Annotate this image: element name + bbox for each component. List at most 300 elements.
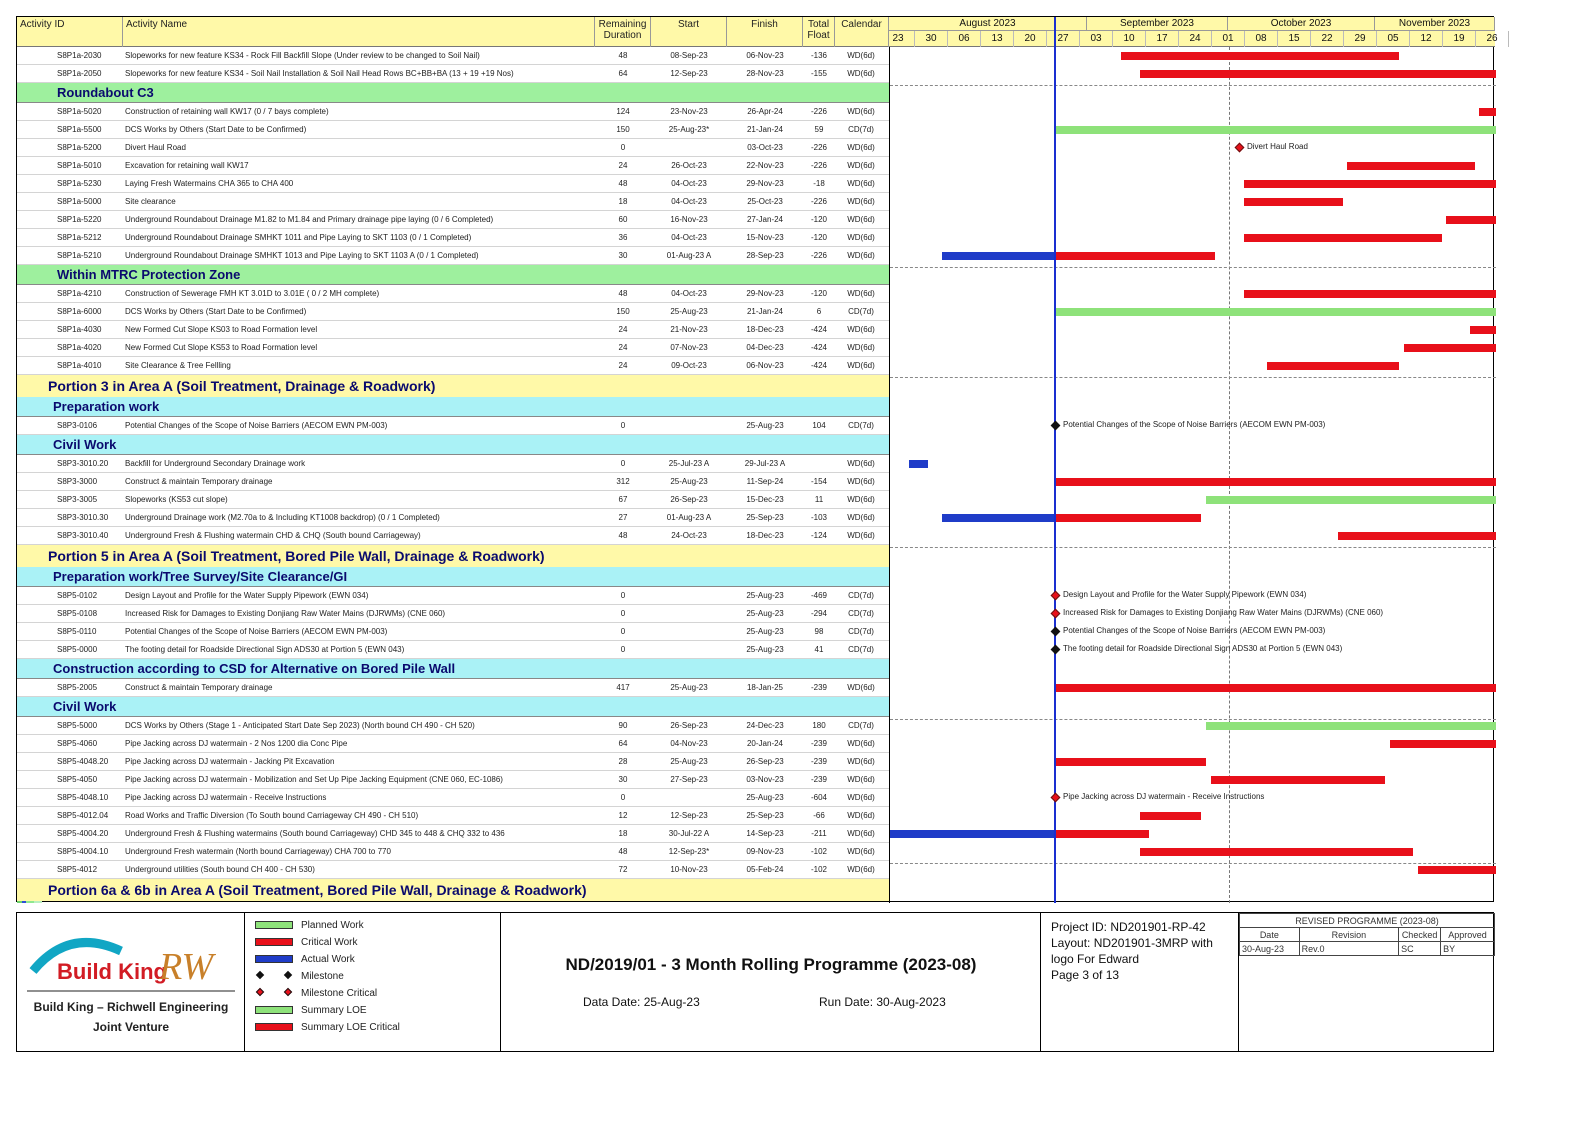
total-float: -226 <box>810 143 827 152</box>
remaining-duration: 28 <box>618 757 628 766</box>
activity-row[interactable] <box>17 139 889 157</box>
activity-row[interactable] <box>17 193 889 211</box>
wbs-group-row[interactable]: Construction according to CSD for Alternative on Bored Pile Wall <box>17 659 889 679</box>
remaining-duration: 30 <box>618 251 628 260</box>
group-separator <box>890 377 1496 378</box>
activity-name: Construction of retaining wall KW17 (0 / 7 bays complete) <box>125 107 329 116</box>
calendar: CD(7d) <box>848 627 874 636</box>
total-float: -424 <box>810 343 827 352</box>
activity-row[interactable] <box>17 843 889 861</box>
start-date: 25-Aug-23 <box>670 757 708 766</box>
critical-bar[interactable] <box>1055 830 1149 838</box>
wbs-group-row[interactable]: Within MTRC Protection Zone <box>17 265 889 285</box>
programme-title: ND/2019/01 - 3 Month Rolling Programme (2023-08) <box>565 955 977 974</box>
critical-bar[interactable] <box>1140 812 1201 820</box>
activity-id: S8P1a-4020 <box>57 343 102 352</box>
critical-bar[interactable] <box>1055 758 1206 766</box>
total-float: -155 <box>810 69 827 78</box>
activity-id: S8P3-3010.30 <box>57 513 109 522</box>
activity-name: Pipe Jacking across DJ watermain - Jacking Pit Excavation <box>125 757 335 766</box>
logo-line2: Joint Venture <box>92 1020 170 1034</box>
activity-id: S8P1a-5200 <box>57 143 102 152</box>
activity-table <box>17 47 889 903</box>
critical-bar[interactable] <box>1470 326 1496 334</box>
start-date: 26-Oct-23 <box>671 161 707 170</box>
calendar: CD(7d) <box>848 645 874 654</box>
start-date: 10-Nov-23 <box>670 865 708 874</box>
project-id: Project ID: ND201901-RP-42 <box>1051 920 1206 934</box>
wbs-group-row[interactable]: Civil Work <box>17 697 889 717</box>
week-tick: 26 <box>1476 31 1509 47</box>
wbs-group-row[interactable]: Preparation work <box>17 397 889 417</box>
activity-id: S8P3-3005 <box>57 495 98 504</box>
activity-row[interactable] <box>17 103 889 121</box>
activity-row[interactable] <box>17 285 889 303</box>
activity-row[interactable] <box>17 509 889 527</box>
calendar: WD(6d) <box>847 51 875 60</box>
calendar: WD(6d) <box>847 531 875 540</box>
wbs-group-row[interactable]: Roundabout C3 <box>17 83 889 103</box>
activity-row[interactable] <box>17 321 889 339</box>
actual-bar[interactable] <box>942 514 1055 522</box>
remaining-duration: 18 <box>618 829 628 838</box>
week-tick: 23 <box>882 31 915 47</box>
month-divider <box>1229 47 1230 903</box>
remaining-duration: 24 <box>618 343 628 352</box>
activity-row[interactable] <box>17 679 889 697</box>
start-date: 12-Sep-23 <box>670 69 708 78</box>
finish-date: 26-Apr-24 <box>747 107 783 116</box>
activity-id: S8P1a-4030 <box>57 325 102 334</box>
planned-bar[interactable] <box>1206 496 1496 504</box>
rev-approved: BY <box>1441 942 1495 956</box>
activity-name: DCS Works by Others (Start Date to be Confirmed) <box>125 125 307 134</box>
total-float: -120 <box>810 233 827 242</box>
calendar: WD(6d) <box>847 829 875 838</box>
start-date: 26-Sep-23 <box>670 495 708 504</box>
activity-id: S8P5-0108 <box>57 609 98 618</box>
week-tick: 06 <box>948 31 981 47</box>
activity-name: Construction of Sewerage FMH KT 3.01D to 3.01E ( 0 / 2 MH complete) <box>125 289 380 298</box>
calendar: WD(6d) <box>847 477 875 486</box>
legend-planned: Planned Work <box>255 919 364 933</box>
activity-id: S8P5-5000 <box>57 721 98 730</box>
activity-id: S8P1a-6000 <box>57 307 102 316</box>
critical-bar[interactable] <box>1418 866 1496 874</box>
remaining-duration: 0 <box>620 459 626 468</box>
logo-build-king: Build King <box>57 959 167 984</box>
legend-actual: Actual Work <box>255 953 355 967</box>
legend-swatch <box>255 1023 293 1031</box>
milestone-label: Increased Risk for Damages to Existing Donjiang Raw Water Mains (DJRWMs) (CNE 060) <box>1063 608 1384 617</box>
start-date: 23-Nov-23 <box>670 107 708 116</box>
total-float: 41 <box>814 645 824 654</box>
calendar: WD(6d) <box>847 251 875 260</box>
activity-row[interactable] <box>17 717 889 735</box>
total-float: 59 <box>814 125 824 134</box>
milestone-critical-icon <box>255 989 293 997</box>
legend-milestone: Milestone <box>255 970 344 984</box>
finish-date: 27-Jan-24 <box>746 215 784 224</box>
remaining-duration: 0 <box>620 143 626 152</box>
activity-row[interactable] <box>17 753 889 771</box>
activity-name: Underground Drainage work (M2.70a to & Including KT1008 backdrop) (0 / 1 Completed) <box>125 513 440 522</box>
company-logo <box>17 913 245 1051</box>
activity-row[interactable] <box>17 491 889 509</box>
calendar: WD(6d) <box>847 361 875 370</box>
month-header: August 2023 <box>889 17 1087 31</box>
activity-name: Underground Fresh & Flushing watermains (South bound Carriageway) CHD 345 to 448 & CHQ 332 to 436 <box>125 829 505 838</box>
activity-id: S8P1a-5020 <box>57 107 102 116</box>
calendar: WD(6d) <box>847 513 875 522</box>
critical-bar[interactable] <box>1267 362 1399 370</box>
activity-id: S8P1a-4010 <box>57 361 102 370</box>
milestone-label: Pipe Jacking across DJ watermain - Receive Instructions <box>1063 792 1265 801</box>
week-tick: 22 <box>1311 31 1344 47</box>
finish-date: 29-Nov-23 <box>746 179 784 188</box>
wbs-group-row[interactable]: Civil Work <box>17 435 889 455</box>
critical-bar[interactable] <box>1446 216 1496 224</box>
start-date: 04-Oct-23 <box>671 179 707 188</box>
activity-row[interactable] <box>17 455 889 473</box>
activity-row[interactable] <box>17 121 889 139</box>
critical-bar[interactable] <box>1479 108 1496 116</box>
timescale-header <box>889 17 1498 47</box>
total-float: 180 <box>812 721 826 730</box>
rev-col-approved: Approved <box>1441 928 1495 942</box>
critical-bar[interactable] <box>1140 70 1496 78</box>
planned-bar[interactable] <box>1055 126 1496 134</box>
activity-id: S8P1a-5500 <box>57 125 102 134</box>
actual-bar[interactable] <box>890 830 1055 838</box>
total-float: 104 <box>812 421 826 430</box>
activity-name: Road Works and Traffic Diversion (To South bound Carriageway CH 490 - CH 510) <box>125 811 419 820</box>
critical-bar[interactable] <box>1244 234 1442 242</box>
logo-panel <box>17 913 245 1051</box>
activity-row[interactable] <box>17 417 889 435</box>
activity-id: S8P5-0000 <box>57 645 98 654</box>
week-tick: 08 <box>1245 31 1278 47</box>
start-date: 04-Oct-23 <box>671 197 707 206</box>
legend-swatch <box>255 1006 293 1014</box>
milestone-critical-icon[interactable] <box>1051 591 1061 601</box>
start-date: 26-Sep-23 <box>670 721 708 730</box>
remaining-duration: 48 <box>618 51 628 60</box>
remaining-duration: 124 <box>616 107 630 116</box>
activity-row[interactable] <box>17 789 889 807</box>
total-float: -239 <box>810 775 827 784</box>
finish-date: 21-Jan-24 <box>746 307 784 316</box>
group-separator <box>890 719 1496 720</box>
activity-row[interactable] <box>17 247 889 265</box>
critical-bar[interactable] <box>1347 162 1475 170</box>
calendar: WD(6d) <box>847 739 875 748</box>
finish-date: 25-Sep-23 <box>746 513 784 522</box>
total-float: -239 <box>810 757 827 766</box>
total-float: -226 <box>810 251 827 260</box>
activity-name: Pipe Jacking across DJ watermain - Receive Instructions <box>125 793 327 802</box>
title-panel <box>501 913 1041 1051</box>
start-date: 04-Oct-23 <box>671 289 707 298</box>
milestone-label: Divert Haul Road <box>1247 142 1308 151</box>
activity-name: Underground Fresh watermain (North bound Carriageway) CHA 700 to 770 <box>125 847 391 856</box>
start-date: 04-Oct-23 <box>671 233 707 242</box>
finish-date: 29-Jul-23 A <box>744 459 786 468</box>
activity-row[interactable] <box>17 339 889 357</box>
activity-row[interactable] <box>17 771 889 789</box>
activity-id: S8P1a-5000 <box>57 197 102 206</box>
finish-date: 18-Dec-23 <box>746 325 784 334</box>
legend-summary-loe-critical: Summary LOE Critical <box>255 1021 400 1035</box>
calendar: WD(6d) <box>847 215 875 224</box>
activity-row[interactable] <box>17 157 889 175</box>
critical-bar[interactable] <box>1338 532 1496 540</box>
calendar: WD(6d) <box>847 775 875 784</box>
total-float: 11 <box>814 495 824 504</box>
activity-row[interactable] <box>17 587 889 605</box>
calendar: WD(6d) <box>847 179 875 188</box>
activity-id: S8P5-4060 <box>57 739 98 748</box>
calendar: WD(6d) <box>847 197 875 206</box>
start-date: 25-Jul-23 A <box>668 459 710 468</box>
calendar: WD(6d) <box>847 683 875 692</box>
finish-date: 25-Aug-23 <box>746 421 784 430</box>
remaining-duration: 24 <box>618 325 628 334</box>
data-date-line <box>1054 17 1056 903</box>
activity-row[interactable] <box>17 65 889 83</box>
milestone-label: The footing detail for Roadside Directional Sign ADS30 at Portion 5 (EWN 043) <box>1063 644 1343 653</box>
activity-name: DCS Works by Others (Stage 1 - Anticipated Start Date Sep 2023) (North bound CH 490 - CH 520) <box>125 721 475 730</box>
activity-row[interactable] <box>17 641 889 659</box>
total-float: -136 <box>810 51 827 60</box>
finish-date: 11-Sep-24 <box>746 477 784 486</box>
activity-id: S8P3-0106 <box>57 421 98 430</box>
critical-bar[interactable] <box>1244 198 1343 206</box>
wbs-group-row[interactable]: Preparation work/Tree Survey/Site Clearance/GI <box>17 567 889 587</box>
col-calendar[interactable]: Calendar <box>835 17 889 47</box>
critical-bar[interactable] <box>1244 180 1496 188</box>
rev-revision: Rev.0 <box>1299 942 1398 956</box>
activity-row[interactable] <box>17 473 889 491</box>
milestone-icon[interactable] <box>1051 627 1061 637</box>
total-float: -124 <box>810 531 827 540</box>
col-activity-id[interactable]: Activity ID <box>17 17 123 47</box>
start-date <box>651 139 727 157</box>
total-float: -120 <box>810 215 827 224</box>
activity-row[interactable] <box>17 47 889 65</box>
activity-row[interactable] <box>17 623 889 641</box>
month-header: November 2023 <box>1375 17 1495 31</box>
activity-name: Pipe Jacking across DJ watermain - 2 Nos 1200 dia Conc Pipe <box>125 739 348 748</box>
activity-id: S8P1a-5230 <box>57 179 102 188</box>
activity-name: Divert Haul Road <box>125 143 186 152</box>
start-date <box>651 605 727 623</box>
finish-date: 06-Nov-23 <box>746 361 784 370</box>
wbs-group-row[interactable]: Portion 6a & 6b in Area A (Soil Treatment, Bored Pile Wall, Drainage & Roadwork) <box>17 879 889 901</box>
milestone-icon <box>255 972 293 980</box>
calendar: WD(6d) <box>847 289 875 298</box>
finish-date: 18-Dec-23 <box>746 531 784 540</box>
activity-name: Site clearance <box>125 197 176 206</box>
activity-row[interactable] <box>17 211 889 229</box>
start-date <box>651 789 727 807</box>
calendar: WD(6d) <box>847 865 875 874</box>
finish-date: 28-Nov-23 <box>746 69 784 78</box>
activity-row[interactable] <box>17 605 889 623</box>
actual-bar[interactable] <box>909 460 928 468</box>
start-date: 01-Aug-23 A <box>666 513 712 522</box>
revision-table <box>1239 913 1495 956</box>
week-tick: 03 <box>1080 31 1113 47</box>
calendar: WD(6d) <box>847 143 875 152</box>
total-float: -211 <box>811 829 827 838</box>
start-date: 12-Sep-23* <box>668 847 710 856</box>
milestone-icon[interactable] <box>1051 421 1061 431</box>
activity-id: S8P1a-4210 <box>57 289 102 298</box>
remaining-duration: 48 <box>618 847 628 856</box>
critical-bar[interactable] <box>1211 776 1385 784</box>
remaining-duration: 150 <box>616 307 630 316</box>
critical-bar[interactable] <box>1390 740 1496 748</box>
layout-name: Layout: ND201901-3MRP with logo For Edward <box>1051 936 1213 966</box>
finish-date: 06-Nov-23 <box>746 51 784 60</box>
remaining-duration: 67 <box>618 495 628 504</box>
finish-date: 14-Sep-23 <box>746 829 784 838</box>
group-separator <box>890 85 1496 86</box>
activity-name: Underground Roundabout Drainage M1.82 to M1.84 and Primary drainage pipe laying (0 / 6 Completed) <box>125 215 494 224</box>
calendar: WD(6d) <box>847 343 875 352</box>
activity-name: Slopeworks for new feature KS34 - Soil Nail Installation & Soil Nail Head Rows BC+BB+BA (13 + 19 +19 Nos) <box>125 69 514 78</box>
actual-bar[interactable] <box>942 252 1055 260</box>
milestone-label: Design Layout and Profile for the Water Supply Pipework (EWN 034) <box>1063 590 1307 599</box>
planned-bar[interactable] <box>1055 308 1496 316</box>
planned-bar[interactable] <box>1206 722 1496 730</box>
activity-row[interactable] <box>17 175 889 193</box>
week-tick: 05 <box>1377 31 1410 47</box>
remaining-duration: 417 <box>616 683 630 692</box>
activity-id: S8P1a-2030 <box>57 51 102 60</box>
critical-bar[interactable] <box>1244 290 1496 298</box>
legend-milestone-critical: Milestone Critical <box>255 987 377 1001</box>
wbs-group-row[interactable]: Portion 3 in Area A (Soil Treatment, Drainage & Roadwork) <box>17 375 889 397</box>
legend-panel <box>245 913 501 1051</box>
activity-id: S8P5-4048.20 <box>57 757 109 766</box>
calendar: WD(6d) <box>847 757 875 766</box>
total-float: -604 <box>810 793 827 802</box>
col-remaining-duration[interactable]: Remaining Duration <box>595 17 651 47</box>
calendar: WD(6d) <box>847 107 875 116</box>
total-float: -226 <box>810 107 827 116</box>
remaining-duration: 36 <box>618 233 628 242</box>
critical-bar[interactable] <box>1121 52 1399 60</box>
activity-name: Underground utilities (South bound CH 400 - CH 530) <box>125 865 315 874</box>
activity-name: Underground Fresh & Flushing watermain CHD & CHQ (South bound Carriageway) <box>125 531 421 540</box>
calendar: CD(7d) <box>848 721 874 730</box>
critical-bar[interactable] <box>1055 684 1496 692</box>
wbs-group-row[interactable]: Portion 5 in Area A (Soil Treatment, Bored Pile Wall, Drainage & Roadwork) <box>17 545 889 567</box>
total-float: 6 <box>816 307 822 316</box>
calendar: CD(7d) <box>848 307 874 316</box>
start-date <box>651 641 727 659</box>
activity-name: The footing detail for Roadside Directional Sign ADS30 at Portion 5 (EWN 043) <box>125 645 405 654</box>
col-start[interactable]: Start <box>651 17 727 47</box>
logo-rw: RW <box>159 946 214 988</box>
total-float: -66 <box>813 811 825 820</box>
activity-name: Slopeworks for new feature KS34 - Rock Fill Backfill Slope (Under review to be changed to Soil Nail) <box>125 51 480 60</box>
critical-bar[interactable] <box>1055 478 1496 486</box>
total-float <box>803 455 835 473</box>
total-float: -424 <box>810 361 827 370</box>
critical-bar[interactable] <box>1140 848 1413 856</box>
milestone-label: Potential Changes of the Scope of Noise Barriers (AECOM EWN PM-003) <box>1063 420 1326 429</box>
activity-row[interactable] <box>17 527 889 545</box>
start-date <box>651 587 727 605</box>
activity-id: S8P5-0102 <box>57 591 98 600</box>
calendar: WD(6d) <box>847 459 875 468</box>
activity-id: S8P3-3010.20 <box>57 459 109 468</box>
week-tick: 15 <box>1278 31 1311 47</box>
activity-row[interactable] <box>17 807 889 825</box>
start-date: 12-Sep-23 <box>670 811 708 820</box>
start-date: 25-Aug-23* <box>668 125 710 134</box>
activity-name: Construct & maintain Temporary drainage <box>125 477 273 486</box>
milestone-icon[interactable] <box>1051 645 1061 655</box>
page-number: Page 3 of 13 <box>1051 968 1120 982</box>
activity-row[interactable] <box>17 357 889 375</box>
critical-bar[interactable] <box>1404 344 1496 352</box>
activity-row[interactable] <box>17 229 889 247</box>
milestone-critical-icon[interactable] <box>1235 143 1245 153</box>
activity-row[interactable] <box>17 735 889 753</box>
remaining-duration: 0 <box>620 421 626 430</box>
group-separator <box>890 267 1496 268</box>
remaining-duration: 24 <box>618 361 628 370</box>
calendar: WD(6d) <box>847 69 875 78</box>
activity-name: Potential Changes of the Scope of Noise Barriers (AECOM EWN PM-003) <box>125 627 388 636</box>
critical-bar[interactable] <box>1055 252 1215 260</box>
col-total-float[interactable]: Total Float <box>803 17 835 47</box>
week-tick: 17 <box>1146 31 1179 47</box>
total-float: -120 <box>810 289 827 298</box>
finish-date: 04-Dec-23 <box>746 343 784 352</box>
milestone-critical-icon[interactable] <box>1051 609 1061 619</box>
start-date <box>651 417 727 435</box>
col-activity-name[interactable]: Activity Name <box>123 17 595 47</box>
finish-date: 22-Nov-23 <box>746 161 784 170</box>
week-tick: 10 <box>1113 31 1146 47</box>
finish-date: 29-Nov-23 <box>746 289 784 298</box>
activity-name: Excavation for retaining wall KW17 <box>125 161 249 170</box>
activity-name: Slopeworks (KS53 cut slope) <box>125 495 228 504</box>
remaining-duration: 48 <box>618 289 628 298</box>
week-tick: 12 <box>1410 31 1443 47</box>
finish-date: 24-Dec-23 <box>746 721 784 730</box>
finish-date: 03-Oct-23 <box>747 143 783 152</box>
activity-id: S8P5-4050 <box>57 775 98 784</box>
activity-name: DCS Works by Others (Start Date to be Confirmed) <box>125 307 307 316</box>
activity-row[interactable] <box>17 825 889 843</box>
calendar: CD(7d) <box>848 591 874 600</box>
remaining-duration: 72 <box>618 865 628 874</box>
remaining-duration: 64 <box>618 739 628 748</box>
col-finish[interactable]: Finish <box>727 17 803 47</box>
critical-bar[interactable] <box>1055 514 1201 522</box>
remaining-duration: 0 <box>620 609 626 618</box>
activity-row[interactable] <box>17 303 889 321</box>
activity-row[interactable] <box>17 861 889 879</box>
finish-date: 25-Aug-23 <box>746 627 784 636</box>
milestone-critical-icon[interactable] <box>1051 793 1061 803</box>
